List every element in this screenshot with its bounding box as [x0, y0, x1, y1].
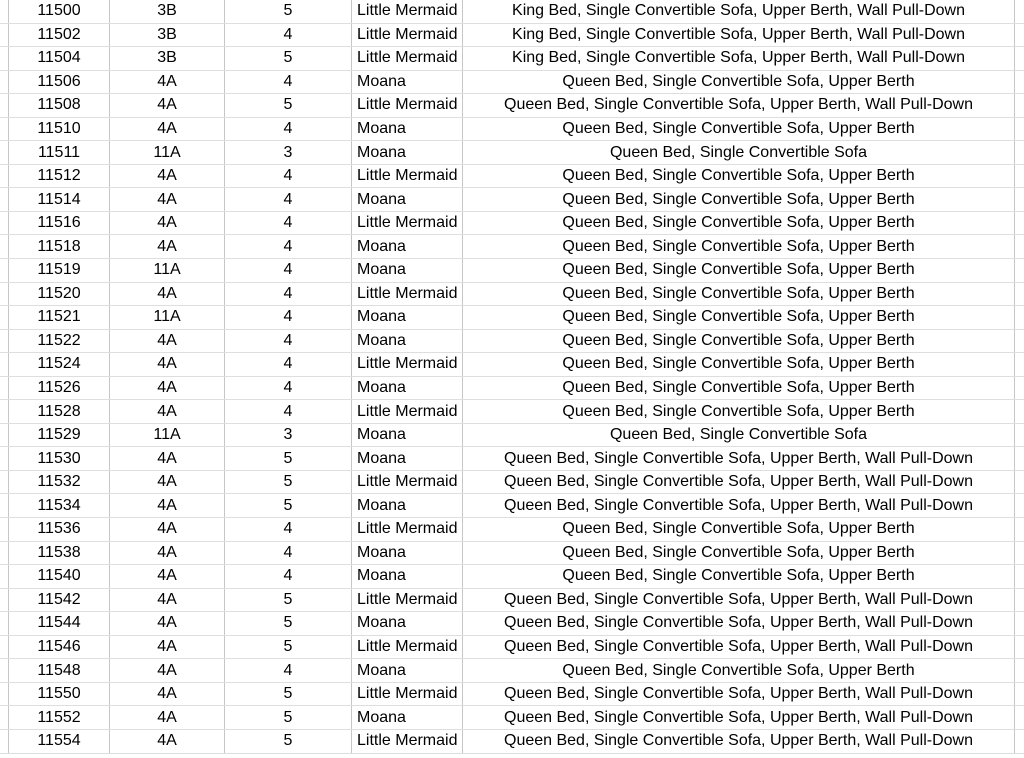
grid-edge-cell-right[interactable]: [1015, 471, 1024, 494]
cell-bed-configuration[interactable]: Queen Bed, Single Convertible Sofa, Upper Berth, Wall Pull-Down: [463, 683, 1015, 706]
cell-category-code[interactable]: 4A: [110, 94, 225, 117]
cell-stateroom-number[interactable]: 11504: [9, 47, 110, 70]
grid-edge-cell-right[interactable]: [1015, 542, 1024, 565]
grid-edge-cell-left[interactable]: [0, 24, 9, 47]
cell-capacity[interactable]: 4: [225, 518, 352, 541]
table-row: [0, 118, 1024, 142]
cell-capacity[interactable]: 4: [225, 400, 352, 423]
cell-category-code[interactable]: 4A: [110, 400, 225, 423]
grid-edge-cell-left[interactable]: [0, 400, 9, 423]
cell-bed-configuration[interactable]: King Bed, Single Convertible Sofa, Upper Berth, Wall Pull-Down: [463, 24, 1015, 47]
grid-edge-cell-right[interactable]: [1015, 353, 1024, 376]
cell-capacity[interactable]: 4: [225, 188, 352, 211]
table-row: [0, 94, 1024, 118]
grid-edge-cell-left[interactable]: [0, 730, 9, 753]
grid-edge-cell-right[interactable]: [1015, 235, 1024, 258]
grid-edge-cell-right[interactable]: [1015, 683, 1024, 706]
cell-bed-configuration[interactable]: Queen Bed, Single Convertible Sofa, Upper Berth: [463, 71, 1015, 94]
grid-edge-cell-right[interactable]: [1015, 612, 1024, 635]
table-row: [0, 330, 1024, 354]
cell-category-code[interactable]: 4A: [110, 377, 225, 400]
cell-theme[interactable]: Little Mermaid: [352, 0, 463, 23]
cell-bed-configuration[interactable]: Queen Bed, Single Convertible Sofa, Upper Berth, Wall Pull-Down: [463, 447, 1015, 470]
grid-edge-cell-left[interactable]: [0, 659, 9, 682]
grid-edge-cell-right[interactable]: [1015, 494, 1024, 517]
grid-edge-cell-right[interactable]: [1015, 118, 1024, 141]
table-row: [0, 141, 1024, 165]
grid-edge-cell-right[interactable]: [1015, 71, 1024, 94]
cell-theme[interactable]: Little Mermaid: [352, 212, 463, 235]
table-row: [0, 283, 1024, 307]
table-row: [0, 683, 1024, 707]
grid-edge-cell-left[interactable]: [0, 565, 9, 588]
table-row: [0, 24, 1024, 48]
cell-capacity[interactable]: 4: [225, 377, 352, 400]
cell-bed-configuration[interactable]: Queen Bed, Single Convertible Sofa, Upper Berth: [463, 353, 1015, 376]
grid-edge-cell-left[interactable]: [0, 494, 9, 517]
cell-stateroom-number[interactable]: 11544: [9, 612, 110, 635]
cell-theme[interactable]: Moana: [352, 542, 463, 565]
cell-bed-configuration[interactable]: Queen Bed, Single Convertible Sofa, Upper Berth: [463, 377, 1015, 400]
cell-theme[interactable]: Moana: [352, 494, 463, 517]
grid-edge-cell-left[interactable]: [0, 0, 9, 23]
cell-category-code[interactable]: 4A: [110, 235, 225, 258]
cell-theme[interactable]: Moana: [352, 306, 463, 329]
cell-stateroom-number[interactable]: 11552: [9, 706, 110, 729]
grid-edge-cell-right[interactable]: [1015, 400, 1024, 423]
cell-capacity[interactable]: 5: [225, 612, 352, 635]
cell-category-code[interactable]: 4A: [110, 71, 225, 94]
table-row: [0, 306, 1024, 330]
cell-bed-configuration[interactable]: Queen Bed, Single Convertible Sofa, Upper Berth, Wall Pull-Down: [463, 612, 1015, 635]
cell-capacity[interactable]: 5: [225, 471, 352, 494]
cell-stateroom-number[interactable]: 11524: [9, 353, 110, 376]
cell-theme[interactable]: Little Mermaid: [352, 730, 463, 753]
cell-stateroom-number[interactable]: 11540: [9, 565, 110, 588]
cell-category-code[interactable]: 3B: [110, 0, 225, 23]
cell-stateroom-number[interactable]: 11506: [9, 71, 110, 94]
grid-edge-cell-left[interactable]: [0, 141, 9, 164]
cell-theme[interactable]: Moana: [352, 259, 463, 282]
grid-edge-cell-left[interactable]: [0, 612, 9, 635]
cell-stateroom-number[interactable]: 11550: [9, 683, 110, 706]
cell-category-code[interactable]: 4A: [110, 330, 225, 353]
grid-edge-cell-left[interactable]: [0, 71, 9, 94]
table-row: [0, 730, 1024, 754]
cell-capacity[interactable]: 3: [225, 424, 352, 447]
cell-capacity[interactable]: 4: [225, 283, 352, 306]
cell-capacity[interactable]: 5: [225, 447, 352, 470]
table-row: [0, 565, 1024, 589]
cell-capacity[interactable]: 5: [225, 494, 352, 517]
cell-capacity[interactable]: 5: [225, 589, 352, 612]
cell-category-code[interactable]: 4A: [110, 188, 225, 211]
cell-category-code[interactable]: 4A: [110, 471, 225, 494]
grid-edge-cell-right[interactable]: [1015, 141, 1024, 164]
cell-theme[interactable]: Little Mermaid: [352, 283, 463, 306]
cell-category-code[interactable]: 4A: [110, 659, 225, 682]
cell-bed-configuration[interactable]: Queen Bed, Single Convertible Sofa, Upper Berth: [463, 542, 1015, 565]
cell-theme[interactable]: Moana: [352, 141, 463, 164]
cell-theme[interactable]: Little Mermaid: [352, 400, 463, 423]
cell-stateroom-number[interactable]: 11548: [9, 659, 110, 682]
cell-bed-configuration[interactable]: Queen Bed, Single Convertible Sofa: [463, 424, 1015, 447]
grid-edge-cell-right[interactable]: [1015, 283, 1024, 306]
cell-stateroom-number[interactable]: 11532: [9, 471, 110, 494]
cell-category-code[interactable]: 4A: [110, 518, 225, 541]
cell-theme[interactable]: Little Mermaid: [352, 471, 463, 494]
cell-theme[interactable]: Little Mermaid: [352, 518, 463, 541]
cell-stateroom-number[interactable]: 11546: [9, 636, 110, 659]
cell-stateroom-number[interactable]: 11526: [9, 377, 110, 400]
cell-bed-configuration[interactable]: King Bed, Single Convertible Sofa, Upper Berth, Wall Pull-Down: [463, 0, 1015, 23]
cell-stateroom-number[interactable]: 11510: [9, 118, 110, 141]
cell-theme[interactable]: Moana: [352, 706, 463, 729]
cell-category-code[interactable]: 4A: [110, 494, 225, 517]
table-row: [0, 589, 1024, 613]
grid-edge-cell-left[interactable]: [0, 165, 9, 188]
grid-edge-cell-right[interactable]: [1015, 565, 1024, 588]
table-row: [0, 424, 1024, 448]
grid-edge-cell-left[interactable]: [0, 542, 9, 565]
cell-bed-configuration[interactable]: Queen Bed, Single Convertible Sofa, Upper Berth: [463, 188, 1015, 211]
grid-edge-cell-left[interactable]: [0, 306, 9, 329]
grid-edge-cell-left[interactable]: [0, 424, 9, 447]
cell-category-code[interactable]: 4A: [110, 118, 225, 141]
grid-edge-cell-left[interactable]: [0, 471, 9, 494]
cell-capacity[interactable]: 4: [225, 259, 352, 282]
table-row: [0, 212, 1024, 236]
cell-capacity[interactable]: 4: [225, 118, 352, 141]
cell-stateroom-number[interactable]: 11512: [9, 165, 110, 188]
table-row: [0, 235, 1024, 259]
grid-edge-cell-right[interactable]: [1015, 659, 1024, 682]
cell-theme[interactable]: Little Mermaid: [352, 165, 463, 188]
table-row: [0, 706, 1024, 730]
cell-bed-configuration[interactable]: Queen Bed, Single Convertible Sofa, Upper Berth: [463, 259, 1015, 282]
cell-bed-configuration[interactable]: Queen Bed, Single Convertible Sofa, Upper Berth, Wall Pull-Down: [463, 494, 1015, 517]
cell-category-code[interactable]: 4A: [110, 706, 225, 729]
cell-category-code[interactable]: 11A: [110, 259, 225, 282]
cell-stateroom-number[interactable]: 11500: [9, 0, 110, 23]
cell-capacity[interactable]: 4: [225, 71, 352, 94]
cell-category-code[interactable]: 4A: [110, 212, 225, 235]
cell-capacity[interactable]: 4: [225, 542, 352, 565]
grid-edge-cell-right[interactable]: [1015, 47, 1024, 70]
grid-edge-cell-left[interactable]: [0, 212, 9, 235]
table-row: [0, 518, 1024, 542]
grid-edge-cell-right[interactable]: [1015, 730, 1024, 753]
cell-bed-configuration[interactable]: Queen Bed, Single Convertible Sofa, Upper Berth, Wall Pull-Down: [463, 706, 1015, 729]
cell-theme[interactable]: Moana: [352, 71, 463, 94]
cell-stateroom-number[interactable]: 11529: [9, 424, 110, 447]
cell-theme[interactable]: Moana: [352, 118, 463, 141]
cell-category-code[interactable]: 4A: [110, 589, 225, 612]
cell-category-code[interactable]: 4A: [110, 165, 225, 188]
cell-capacity[interactable]: 4: [225, 565, 352, 588]
cell-bed-configuration[interactable]: Queen Bed, Single Convertible Sofa, Upper Berth: [463, 235, 1015, 258]
grid-edge-cell-left[interactable]: [0, 636, 9, 659]
grid-edge-cell-left[interactable]: [0, 188, 9, 211]
cell-theme[interactable]: Little Mermaid: [352, 24, 463, 47]
grid-edge-cell-left[interactable]: [0, 259, 9, 282]
cell-stateroom-number[interactable]: 11514: [9, 188, 110, 211]
table-row: [0, 542, 1024, 566]
grid-edge-cell-left[interactable]: [0, 235, 9, 258]
cell-capacity[interactable]: 4: [225, 235, 352, 258]
table-row: [0, 0, 1024, 24]
grid-edge-cell-right[interactable]: [1015, 447, 1024, 470]
cell-bed-configuration[interactable]: Queen Bed, Single Convertible Sofa: [463, 141, 1015, 164]
cell-category-code[interactable]: 4A: [110, 565, 225, 588]
cell-category-code[interactable]: 4A: [110, 447, 225, 470]
table-row: [0, 259, 1024, 283]
cell-theme[interactable]: Little Mermaid: [352, 353, 463, 376]
cell-stateroom-number[interactable]: 11534: [9, 494, 110, 517]
cell-capacity[interactable]: 4: [225, 24, 352, 47]
grid-edge-cell-right[interactable]: [1015, 636, 1024, 659]
cell-category-code[interactable]: 11A: [110, 306, 225, 329]
cell-capacity[interactable]: 4: [225, 330, 352, 353]
cell-bed-configuration[interactable]: Queen Bed, Single Convertible Sofa, Upper Berth: [463, 283, 1015, 306]
grid-edge-cell-right[interactable]: [1015, 424, 1024, 447]
cell-stateroom-number[interactable]: 11522: [9, 330, 110, 353]
cell-theme[interactable]: Moana: [352, 424, 463, 447]
cell-category-code[interactable]: 4A: [110, 683, 225, 706]
cell-bed-configuration[interactable]: Queen Bed, Single Convertible Sofa, Upper Berth: [463, 518, 1015, 541]
cell-bed-configuration[interactable]: Queen Bed, Single Convertible Sofa, Upper Berth, Wall Pull-Down: [463, 636, 1015, 659]
cell-stateroom-number[interactable]: 11502: [9, 24, 110, 47]
grid-edge-cell-left[interactable]: [0, 447, 9, 470]
grid-edge-cell-left[interactable]: [0, 330, 9, 353]
table-row: [0, 71, 1024, 95]
cell-theme[interactable]: Moana: [352, 188, 463, 211]
grid-edge-cell-left[interactable]: [0, 518, 9, 541]
grid-edge-cell-right[interactable]: [1015, 259, 1024, 282]
cell-category-code[interactable]: 4A: [110, 730, 225, 753]
cell-stateroom-number[interactable]: 11528: [9, 400, 110, 423]
cell-category-code[interactable]: 4A: [110, 542, 225, 565]
table-row: [0, 353, 1024, 377]
cell-bed-configuration[interactable]: Queen Bed, Single Convertible Sofa, Upper Berth: [463, 330, 1015, 353]
cell-stateroom-number[interactable]: 11508: [9, 94, 110, 117]
cell-theme[interactable]: Moana: [352, 612, 463, 635]
cell-capacity[interactable]: 4: [225, 659, 352, 682]
cell-stateroom-number[interactable]: 11516: [9, 212, 110, 235]
cell-bed-configuration[interactable]: King Bed, Single Convertible Sofa, Upper Berth, Wall Pull-Down: [463, 47, 1015, 70]
cell-stateroom-number[interactable]: 11511: [9, 141, 110, 164]
cell-bed-configuration[interactable]: Queen Bed, Single Convertible Sofa, Upper Berth, Wall Pull-Down: [463, 94, 1015, 117]
cell-stateroom-number[interactable]: 11521: [9, 306, 110, 329]
grid-edge-cell-left[interactable]: [0, 94, 9, 117]
table-row: [0, 659, 1024, 683]
cell-bed-configuration[interactable]: Queen Bed, Single Convertible Sofa, Upper Berth: [463, 565, 1015, 588]
cell-theme[interactable]: Little Mermaid: [352, 683, 463, 706]
grid-edge-cell-left[interactable]: [0, 353, 9, 376]
grid-edge-cell-right[interactable]: [1015, 165, 1024, 188]
cell-capacity[interactable]: 5: [225, 683, 352, 706]
cell-stateroom-number[interactable]: 11519: [9, 259, 110, 282]
cell-bed-configuration[interactable]: Queen Bed, Single Convertible Sofa, Upper Berth: [463, 212, 1015, 235]
table-row: [0, 165, 1024, 189]
cell-category-code[interactable]: 3B: [110, 24, 225, 47]
cell-stateroom-number[interactable]: 11520: [9, 283, 110, 306]
cell-category-code[interactable]: 4A: [110, 612, 225, 635]
cell-bed-configuration[interactable]: Queen Bed, Single Convertible Sofa, Upper Berth: [463, 165, 1015, 188]
cell-stateroom-number[interactable]: 11536: [9, 518, 110, 541]
cell-capacity[interactable]: 3: [225, 141, 352, 164]
table-row: [0, 447, 1024, 471]
grid-edge-cell-left[interactable]: [0, 706, 9, 729]
cell-category-code[interactable]: 4A: [110, 636, 225, 659]
cell-stateroom-number[interactable]: 11518: [9, 235, 110, 258]
cell-category-code[interactable]: 4A: [110, 353, 225, 376]
cell-category-code[interactable]: 11A: [110, 424, 225, 447]
table-row: [0, 612, 1024, 636]
cell-stateroom-number[interactable]: 11554: [9, 730, 110, 753]
cell-theme[interactable]: Moana: [352, 659, 463, 682]
cell-stateroom-number[interactable]: 11542: [9, 589, 110, 612]
grid-edge-cell-right[interactable]: [1015, 188, 1024, 211]
cell-theme[interactable]: Moana: [352, 447, 463, 470]
cell-bed-configuration[interactable]: Queen Bed, Single Convertible Sofa, Upper Berth: [463, 659, 1015, 682]
grid-edge-cell-right[interactable]: [1015, 212, 1024, 235]
cell-capacity[interactable]: 4: [225, 165, 352, 188]
grid-edge-cell-right[interactable]: [1015, 589, 1024, 612]
cell-theme[interactable]: Little Mermaid: [352, 94, 463, 117]
table-row: [0, 47, 1024, 71]
cell-capacity[interactable]: 4: [225, 306, 352, 329]
grid-edge-cell-left[interactable]: [0, 118, 9, 141]
cell-capacity[interactable]: 5: [225, 94, 352, 117]
grid-edge-cell-right[interactable]: [1015, 0, 1024, 23]
table-row: [0, 377, 1024, 401]
cell-capacity[interactable]: 5: [225, 636, 352, 659]
cell-stateroom-number[interactable]: 11530: [9, 447, 110, 470]
cell-bed-configuration[interactable]: Queen Bed, Single Convertible Sofa, Upper Berth, Wall Pull-Down: [463, 589, 1015, 612]
grid-edge-cell-right[interactable]: [1015, 94, 1024, 117]
table-row: [0, 188, 1024, 212]
cell-capacity[interactable]: 4: [225, 353, 352, 376]
cell-capacity[interactable]: 5: [225, 730, 352, 753]
grid-edge-cell-left[interactable]: [0, 283, 9, 306]
table-row: [0, 636, 1024, 660]
cell-theme[interactable]: Moana: [352, 235, 463, 258]
cell-capacity[interactable]: 5: [225, 0, 352, 23]
cell-theme[interactable]: Moana: [352, 565, 463, 588]
grid-edge-cell-left[interactable]: [0, 683, 9, 706]
cell-category-code[interactable]: 3B: [110, 47, 225, 70]
cell-capacity[interactable]: 5: [225, 47, 352, 70]
cell-theme[interactable]: Little Mermaid: [352, 636, 463, 659]
grid-edge-cell-left[interactable]: [0, 377, 9, 400]
grid-edge-cell-right[interactable]: [1015, 518, 1024, 541]
grid-edge-cell-right[interactable]: [1015, 306, 1024, 329]
grid-edge-cell-right[interactable]: [1015, 377, 1024, 400]
table-row: [0, 494, 1024, 518]
grid-edge-cell-left[interactable]: [0, 47, 9, 70]
cell-theme[interactable]: Moana: [352, 330, 463, 353]
grid-edge-cell-right[interactable]: [1015, 24, 1024, 47]
cell-category-code[interactable]: 4A: [110, 283, 225, 306]
cell-category-code[interactable]: 11A: [110, 141, 225, 164]
cell-bed-configuration[interactable]: Queen Bed, Single Convertible Sofa, Upper Berth: [463, 400, 1015, 423]
grid-edge-cell-right[interactable]: [1015, 706, 1024, 729]
grid-edge-cell-right[interactable]: [1015, 330, 1024, 353]
cell-theme[interactable]: Little Mermaid: [352, 47, 463, 70]
cell-bed-configuration[interactable]: Queen Bed, Single Convertible Sofa, Upper Berth, Wall Pull-Down: [463, 471, 1015, 494]
grid-edge-cell-left[interactable]: [0, 589, 9, 612]
cell-capacity[interactable]: 4: [225, 212, 352, 235]
cell-stateroom-number[interactable]: 11538: [9, 542, 110, 565]
cell-bed-configuration[interactable]: Queen Bed, Single Convertible Sofa, Upper Berth: [463, 306, 1015, 329]
cell-bed-configuration[interactable]: Queen Bed, Single Convertible Sofa, Upper Berth, Wall Pull-Down: [463, 730, 1015, 753]
table-row: [0, 400, 1024, 424]
cell-theme[interactable]: Little Mermaid: [352, 589, 463, 612]
cell-bed-configuration[interactable]: Queen Bed, Single Convertible Sofa, Upper Berth: [463, 118, 1015, 141]
cell-capacity[interactable]: 5: [225, 706, 352, 729]
cell-theme[interactable]: Moana: [352, 377, 463, 400]
table-row: [0, 471, 1024, 495]
